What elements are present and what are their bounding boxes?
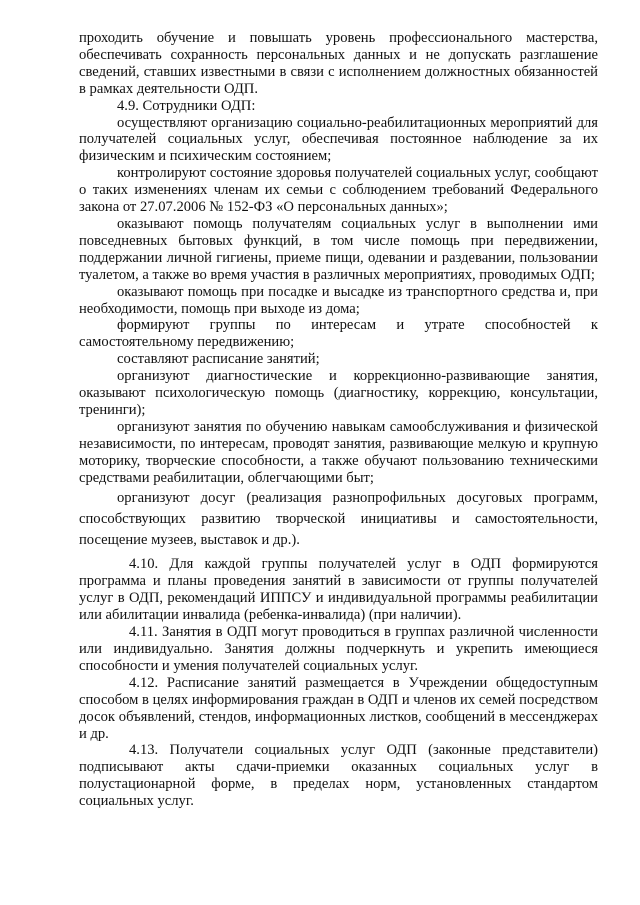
paragraph-duty-training: организуют занятия по обучению навыкам самообслуживания и физической независимости, по интересам, проводят занятия, развивающие мелкую и крупную моторику, творческие способности, а также обучают пользованию техническими средствами реабилитации, облегчающими быт;	[79, 418, 598, 486]
section-4-13: 4.13. Получатели социальных услуг ОДП (законные представители) подписывают акты сдачи-приемки оказанных социальных услуг в полустационарной форме, в пределах норм, установленных стандартом социальных услуг.	[79, 742, 598, 810]
paragraph-duty-organization: осуществляют организацию социально-реабилитационных мероприятий для получателей социальных услуг, обеспечивая постоянное наблюдение за их физическим и психическим состоянием;	[79, 114, 598, 165]
paragraph-duty-groups: формируют группы по интересам и утрате способностей к самостоятельному передвижению;	[79, 317, 598, 351]
paragraph-duty-daily-help: оказывают помощь получателям социальных услуг в выполнении ими повседневных бытовых функций, в том числе помощь при передвижении, поддержании личной гигиены, приеме пищи, одевании и раздевании, пользовании туалетом, а также во время участия в различных мероприятиях, проводимых ОДП;	[79, 215, 598, 283]
paragraph-continuation: проходить обучение и повышать уровень профессионального мастерства, обеспечивать сохранность персональных данных и не допускать разглашение сведений, ставших известными в связи с исполнением должностных обязанностей в рамках деятельности ОДП.	[79, 30, 598, 97]
paragraph-duty-transport-help: оказывают помощь при посадке и высадке из транспортного средства и, при необходимости, помощь при выходе из дома;	[79, 283, 598, 317]
section-4-10: 4.10. Для каждой группы получателей услуг в ОДП формируются программа и планы проведения занятий в зависимости от группы получателей услуг в ОДП, рекомендаций ИППСУ и индивидуальной программы реабилитации или абилитации инвалида (ребенка-инвалида) (при наличии).	[79, 556, 598, 624]
paragraph-duty-diagnostics: организуют диагностические и коррекционно-развивающие занятия, оказывают психологическую помощь (диагностику, коррекцию, консультации, тренинги);	[79, 368, 598, 418]
section-4-12: 4.12. Расписание занятий размещается в Учреждении общедоступным способом в целях информирования граждан в ОДП и членов их семей посредством досок объявлений, стендов, информационных листков, сообщений в мессенджерах и др.	[79, 674, 598, 742]
paragraph-duty-health-control: контролируют состояние здоровья получателей социальных услуг, сообщают о таких изменениях членам их семьи с соблюдением требований Федерального закона от 27.07.2006 № 152-ФЗ «О персональных данных»;	[79, 165, 598, 216]
paragraph-duty-leisure: организуют досуг (реализация разнопрофильных досуговых программ, способствующих развитию творческой инициативы и самостоятельности, посещение музеев, выставок и др.).	[79, 490, 598, 549]
section-4-11: 4.11. Занятия в ОДП могут проводиться в группах различной численности или индивидуально. Занятия должны подчеркнуть и укрепить имеющиеся способности и умения получателей социальных услуг.	[79, 624, 598, 674]
document-page	[79, 30, 598, 810]
paragraph-duty-schedule: составляют расписание занятий;	[117, 351, 320, 368]
section-heading-4-9: 4.9. Сотрудники ОДП:	[117, 97, 256, 114]
